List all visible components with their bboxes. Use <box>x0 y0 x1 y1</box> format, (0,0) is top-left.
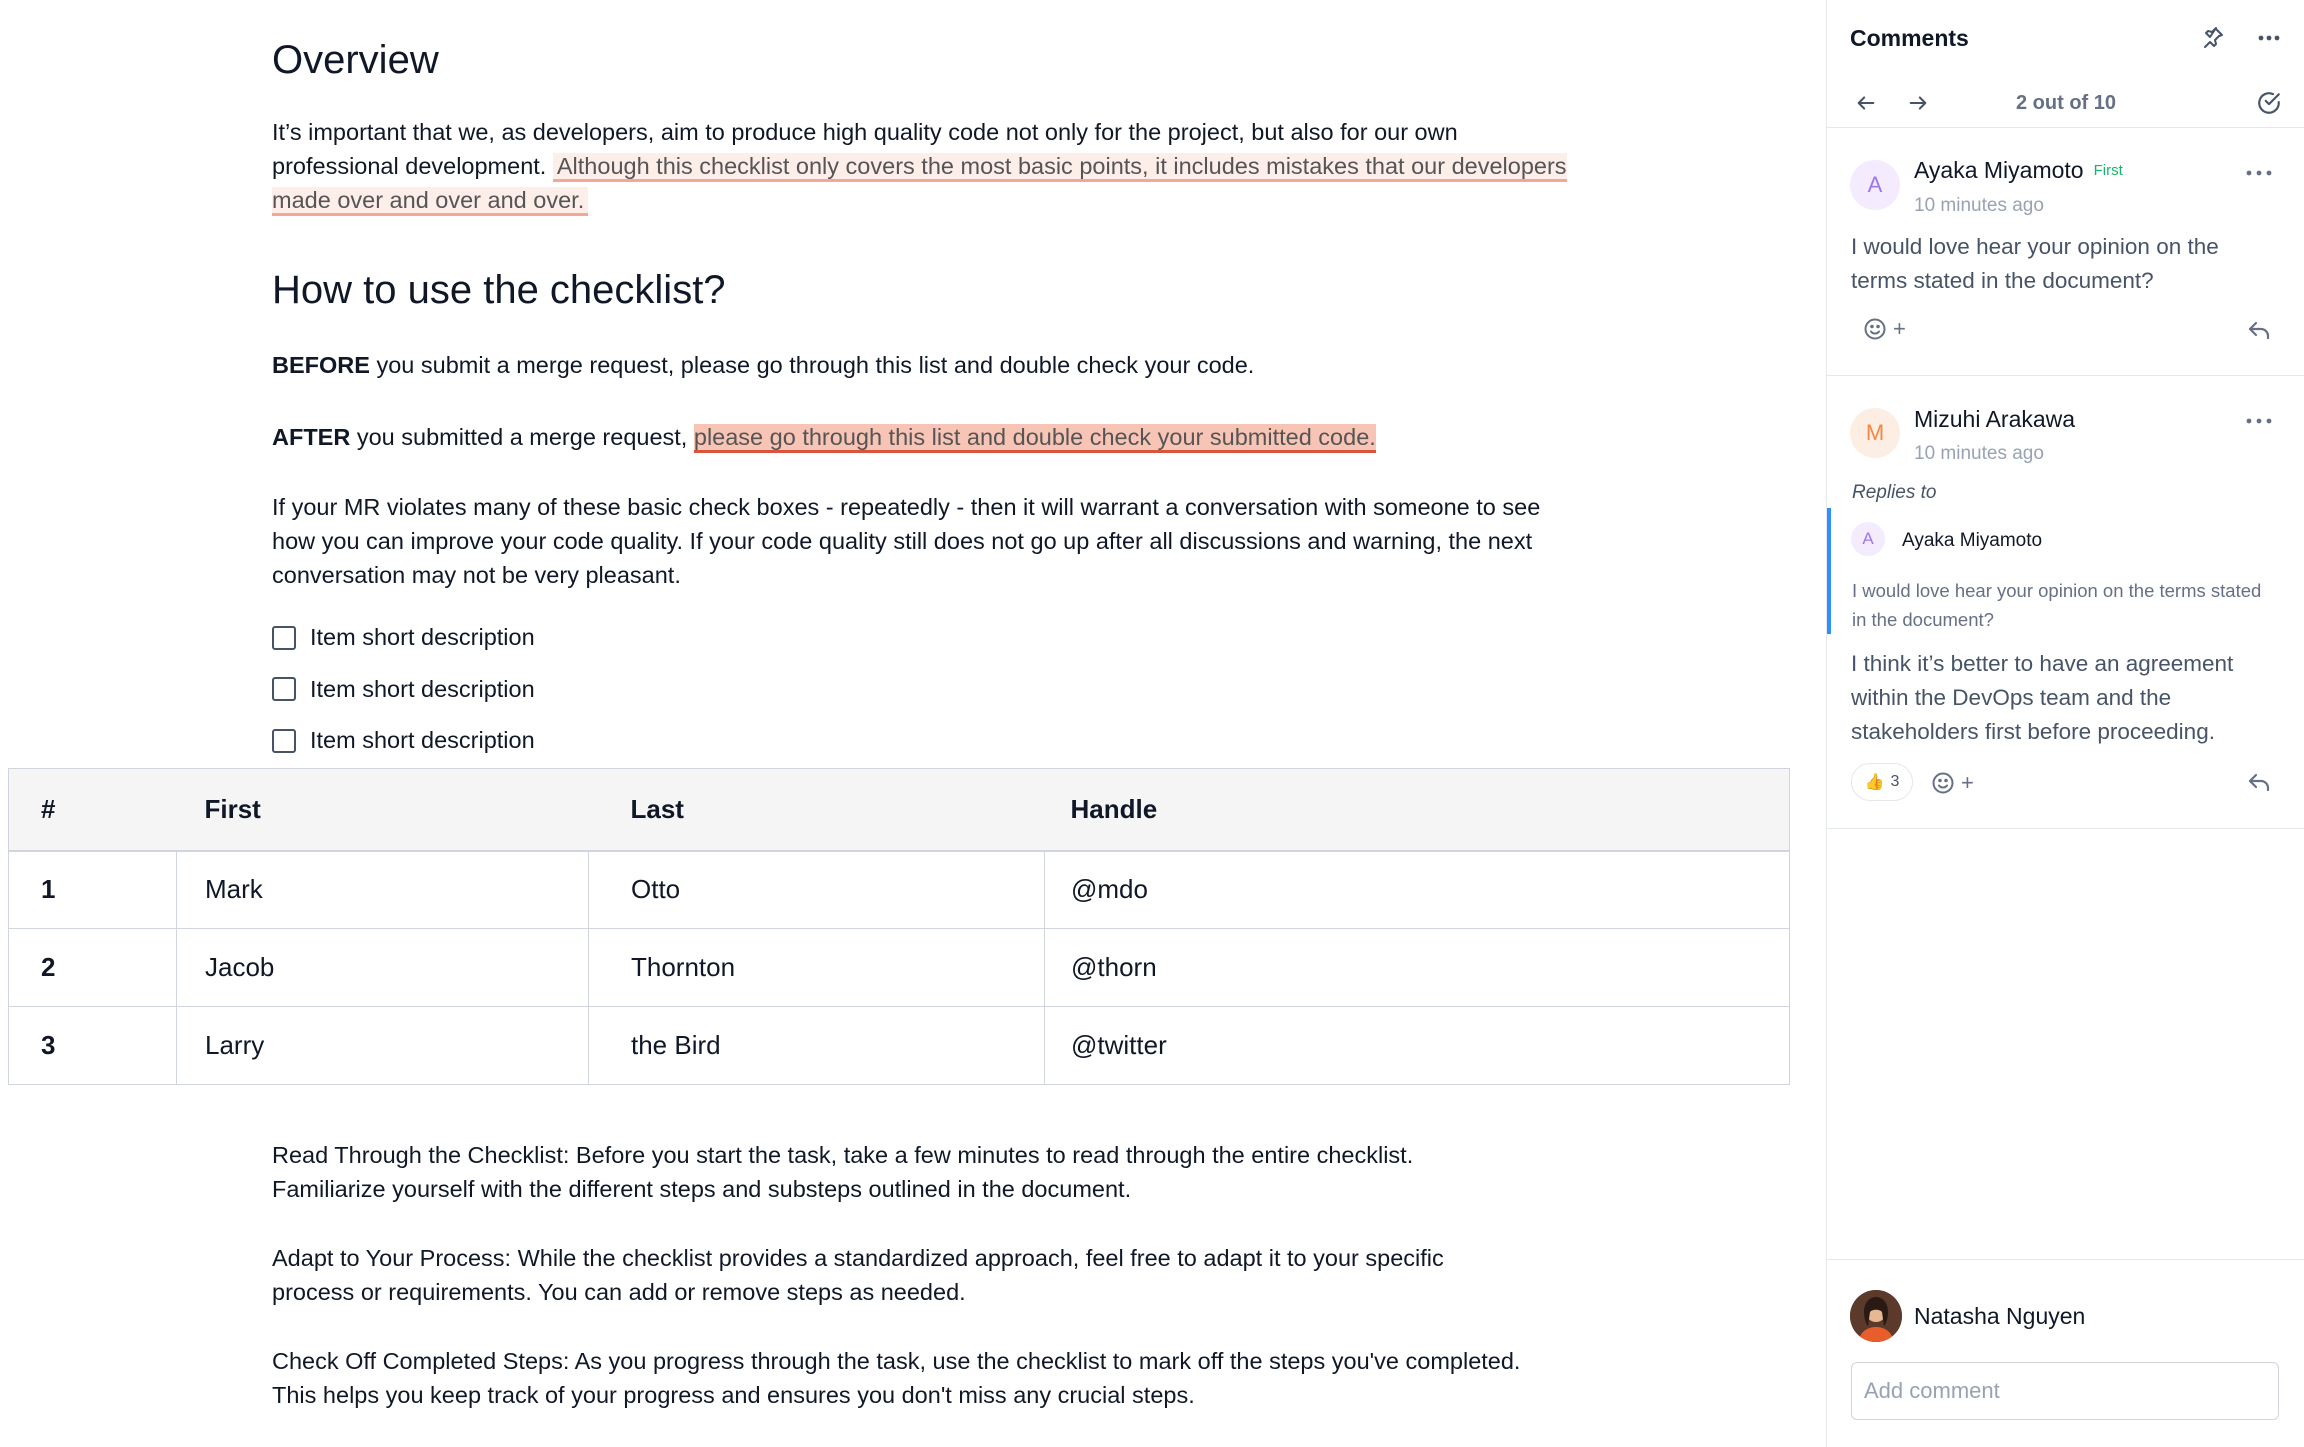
table-cell: Thornton <box>589 929 1045 1007</box>
table-cell: Mark <box>177 851 589 929</box>
before-label: BEFORE <box>272 352 370 378</box>
table-cell: @thorn <box>1045 929 1790 1007</box>
comment-highlight-2[interactable]: please go through this list and double check your submitted code. <box>694 424 1376 453</box>
checkbox[interactable] <box>272 729 296 753</box>
overview-text: It’s important that we, as developers, aim to produce high quality code not only for the project, but also for our own professional development. <box>272 119 1458 179</box>
checklist <box>272 612 535 767</box>
smile-icon <box>1863 317 1887 341</box>
table-cell: 2 <box>9 929 177 1007</box>
checklist-item[interactable] <box>272 612 535 664</box>
add-comment-input[interactable] <box>1851 1362 2279 1420</box>
avatar <box>1850 1290 1902 1342</box>
checklist-item-label: Item short description <box>310 675 535 702</box>
checklist-item[interactable] <box>272 664 535 716</box>
add-reaction-button[interactable] <box>1863 316 1906 342</box>
table-header-cell: # <box>9 769 177 851</box>
author-name: Ayaka Miyamoto <box>1914 157 2084 183</box>
checklist-item-label: Item short description <box>310 727 535 754</box>
comments-title: Comments <box>1850 25 1969 51</box>
divider <box>1827 375 2304 376</box>
reaction-count: 3 <box>1890 773 1900 790</box>
after-paragraph <box>272 420 1572 454</box>
plus-icon: + <box>1961 770 1974 795</box>
more-icon[interactable] <box>2251 22 2287 54</box>
avatar: A <box>1850 160 1900 210</box>
divider <box>1827 127 2304 128</box>
comment-highlight-1[interactable]: Although this checklist only covers the most basic points, it includes mistakes that our developers made over and over and over. <box>272 153 1567 216</box>
comments-panel <box>1826 0 2304 1447</box>
plus-icon: + <box>1893 316 1906 341</box>
table-cell: Otto <box>589 851 1045 929</box>
divider <box>1827 1259 2304 1260</box>
comment-author <box>1914 157 2123 184</box>
table-header-cell: First <box>177 769 589 851</box>
comment-counter: 2 out of 10 <box>2015 92 2116 114</box>
checklist-item-label: Item short description <box>310 624 535 651</box>
first-badge: First <box>2093 162 2123 179</box>
quote-bar <box>1827 508 1831 634</box>
checkbox[interactable] <box>272 677 296 701</box>
composer-user-name: Natasha Nguyen <box>1914 1303 2086 1329</box>
before-paragraph <box>272 348 1572 382</box>
divider <box>1827 828 2304 829</box>
table-row <box>9 851 1790 929</box>
after-text: you submitted a merge request, <box>350 424 694 450</box>
reply-icon[interactable] <box>2241 314 2277 346</box>
avatar: M <box>1850 408 1900 458</box>
comment-text: I would love hear your opinion on the terms stated in the document? <box>1851 234 2219 293</box>
comment-text: I think it’s better to have an agreement within the DevOps team and the stakeholders first before proceeding. <box>1851 651 2234 744</box>
check-circle-icon[interactable] <box>2251 86 2287 120</box>
table-cell: 1 <box>9 851 177 929</box>
table-cell: @mdo <box>1045 851 1790 929</box>
checkbox[interactable] <box>272 626 296 650</box>
comment-more-icon[interactable] <box>2239 406 2279 436</box>
quoted-author: Ayaka Miyamoto <box>1902 530 2043 551</box>
comment-author: Mizuhi Arakawa <box>1914 406 2076 432</box>
reaction-chip[interactable] <box>1851 763 1913 801</box>
table-header-cell: Last <box>589 769 1045 851</box>
overview-paragraph <box>272 115 1572 217</box>
table-header-row <box>9 769 1790 851</box>
table-cell: Larry <box>177 1007 589 1085</box>
table-cell: Jacob <box>177 929 589 1007</box>
data-table <box>8 768 1790 1085</box>
overview-heading: Overview <box>272 38 439 82</box>
table-cell: 3 <box>9 1007 177 1085</box>
howto-heading: How to use the checklist? <box>272 268 726 312</box>
comment-time: 10 minutes ago <box>1914 195 2044 216</box>
table-row <box>9 929 1790 1007</box>
comment-time: 10 minutes ago <box>1914 443 2044 464</box>
after-label: AFTER <box>272 424 351 450</box>
table-header-cell: Handle <box>1045 769 1790 851</box>
smile-icon <box>1931 771 1955 795</box>
replies-to-label: Replies to <box>1852 482 1937 503</box>
pin-icon[interactable] <box>2197 22 2229 54</box>
comment-navigation <box>1827 80 2304 126</box>
table-row <box>9 1007 1790 1085</box>
table-cell: the Bird <box>589 1007 1045 1085</box>
violation-paragraph: If your MR violates many of these basic check boxes - repeatedly - then it will warrant a conversation with someone to see how you can improve your code quality. If your code quality still does not go up after all discussions and warning, the next conversation may not be very pleasant. <box>272 494 1541 588</box>
quoted-text: I would love hear your opinion on the terms stated in the document? <box>1852 580 2262 630</box>
table-cell: @twitter <box>1045 1007 1790 1085</box>
add-reaction-button[interactable] <box>1931 770 1974 796</box>
comment-more-icon[interactable] <box>2239 158 2279 188</box>
check-off-paragraph: Check Off Completed Steps: As you progress through the task, use the checklist to mark off the steps you've completed. This helps you keep track of your progress and ensures you don't miss any crucial steps. <box>272 1348 1521 1408</box>
adapt-paragraph: Adapt to Your Process: While the checklist provides a standardized approach, feel free to adapt it to your specific process or requirements. You can add or remove steps as needed. <box>272 1245 1444 1305</box>
before-text: you submit a merge request, please go through this list and double check your code. <box>369 352 1255 378</box>
checklist-item[interactable] <box>272 715 535 767</box>
read-through-paragraph: Read Through the Checklist: Before you start the task, take a few minutes to read through the entire checklist. Familiarize yourself with the different steps and substeps outlined in the document. <box>272 1142 1414 1202</box>
thumbs-up-icon: 👍 <box>1864 774 1885 791</box>
reply-icon[interactable] <box>2241 766 2277 798</box>
quoted-avatar: A <box>1851 522 1885 556</box>
